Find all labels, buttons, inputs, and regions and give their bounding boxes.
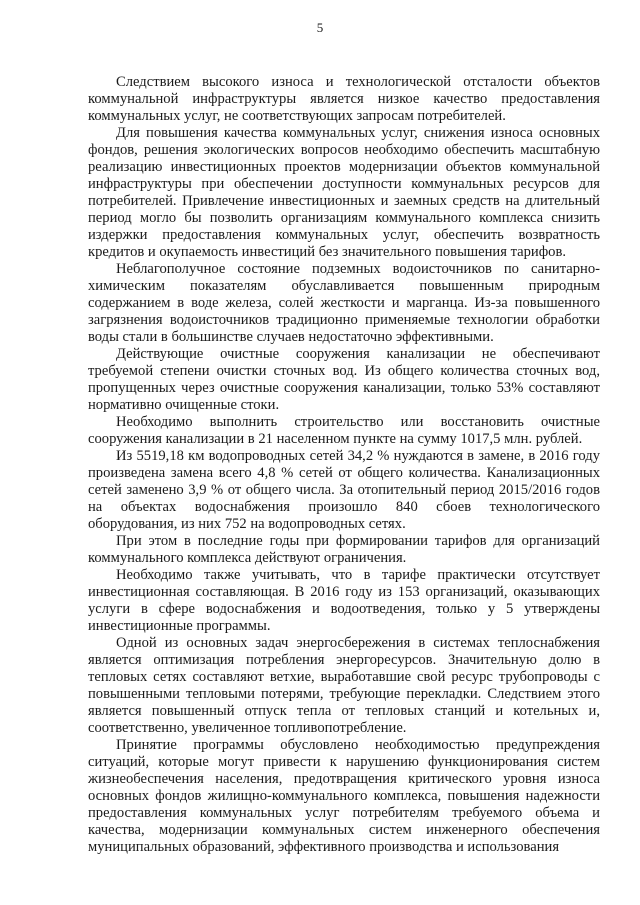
paragraph: Необходимо также учитывать, что в тарифе практически отсутствует инвестиционная составляющая. В 2016 году из 153 организаций, оказывающих услуги в сфере водоснабжения и водоотведения, только у 5 утверждены инвестиционные программы. <box>88 567 600 634</box>
paragraph: Принятие программы обусловлено необходимостью предупреждения ситуаций, которые могут привести к нарушению функционирования систем жизнеобеспечения населения, предотвращения критического уровня износа основных фондов жилищно-коммунального комплекса, повышения надежности предоставления коммунальных услуг потребителям требуемого объема и качества, модернизации коммунальных систем инженерного обеспечения муниципальных образований, эффективного производства и использования <box>88 737 600 855</box>
paragraph: Необходимо выполнить строительство или восстановить очистные сооружения канализации в 21 населенном пункте на сумму 1017,5 млн. рублей. <box>88 414 600 447</box>
paragraph: Действующие очистные сооружения канализации не обеспечивают требуемой степени очистки сточных вод. Из общего количества сточных вод, пропущенных через очистные сооружения канализации, только 53% составляют нормативно очищенные стоки. <box>88 346 600 413</box>
document-body <box>88 74 600 856</box>
page-number: 5 <box>316 20 324 35</box>
paragraph: Из 5519,18 км водопроводных сетей 34,2 % нуждаются в замене, в 2016 году произведена замена всего 4,8 % сетей от общего количества. Канализационных сетей заменено 3,9 % от общего числа. За отопительный период 2015/2016 годов на объектах водоснабжения произошло 840 сбоев технологического оборудования, из них 752 на водопроводных сетях. <box>88 448 600 532</box>
paragraph: При этом в последние годы при формировании тарифов для организаций коммунального комплекса действуют ограничения. <box>88 533 600 566</box>
paragraph: Следствием высокого износа и технологической отсталости объектов коммунальной инфраструктуры является низкое качество предоставления коммунальных услуг, не соответствующих запросам потребителей. <box>88 74 600 124</box>
paragraph: Одной из основных задач энергосбережения в системах теплоснабжения является оптимизация потребления энергоресурсов. Значительную долю в тепловых сетях составляют ветхие, выработавшие свой ресурс трубопроводы с повышенными тепловыми потерями, требующие перекладки. Следствием этого является повышенный отпуск тепла от тепловых станций и котельных и, соответственно, увеличенное топливопотребление. <box>88 635 600 736</box>
paragraph: Неблагополучное состояние подземных водоисточников по санитарно-химическим показателям обуславливается повышенным природным содержанием в воде железа, солей жесткости и марганца. Из-за повышенного загрязнения водоисточников традиционно применяемые технологии обработки воды стали в большинстве случаев недостаточно эффективными. <box>88 261 600 345</box>
paragraph: Для повышения качества коммунальных услуг, снижения износа основных фондов, решения экологических вопросов необходимо обеспечить масштабную реализацию инвестиционных проектов модернизации объектов коммунальной инфраструктуры при обеспечении доступности коммунальных ресурсов для потребителей. Привлечение инвестиционных и заемных средств на длительный период могло бы позволить организациям коммунального комплекса снизить издержки предоставления коммунальных услуг, обеспечить возвратность кредитов и окупаемость инвестиций без значительного повышения тарифов. <box>88 125 600 260</box>
